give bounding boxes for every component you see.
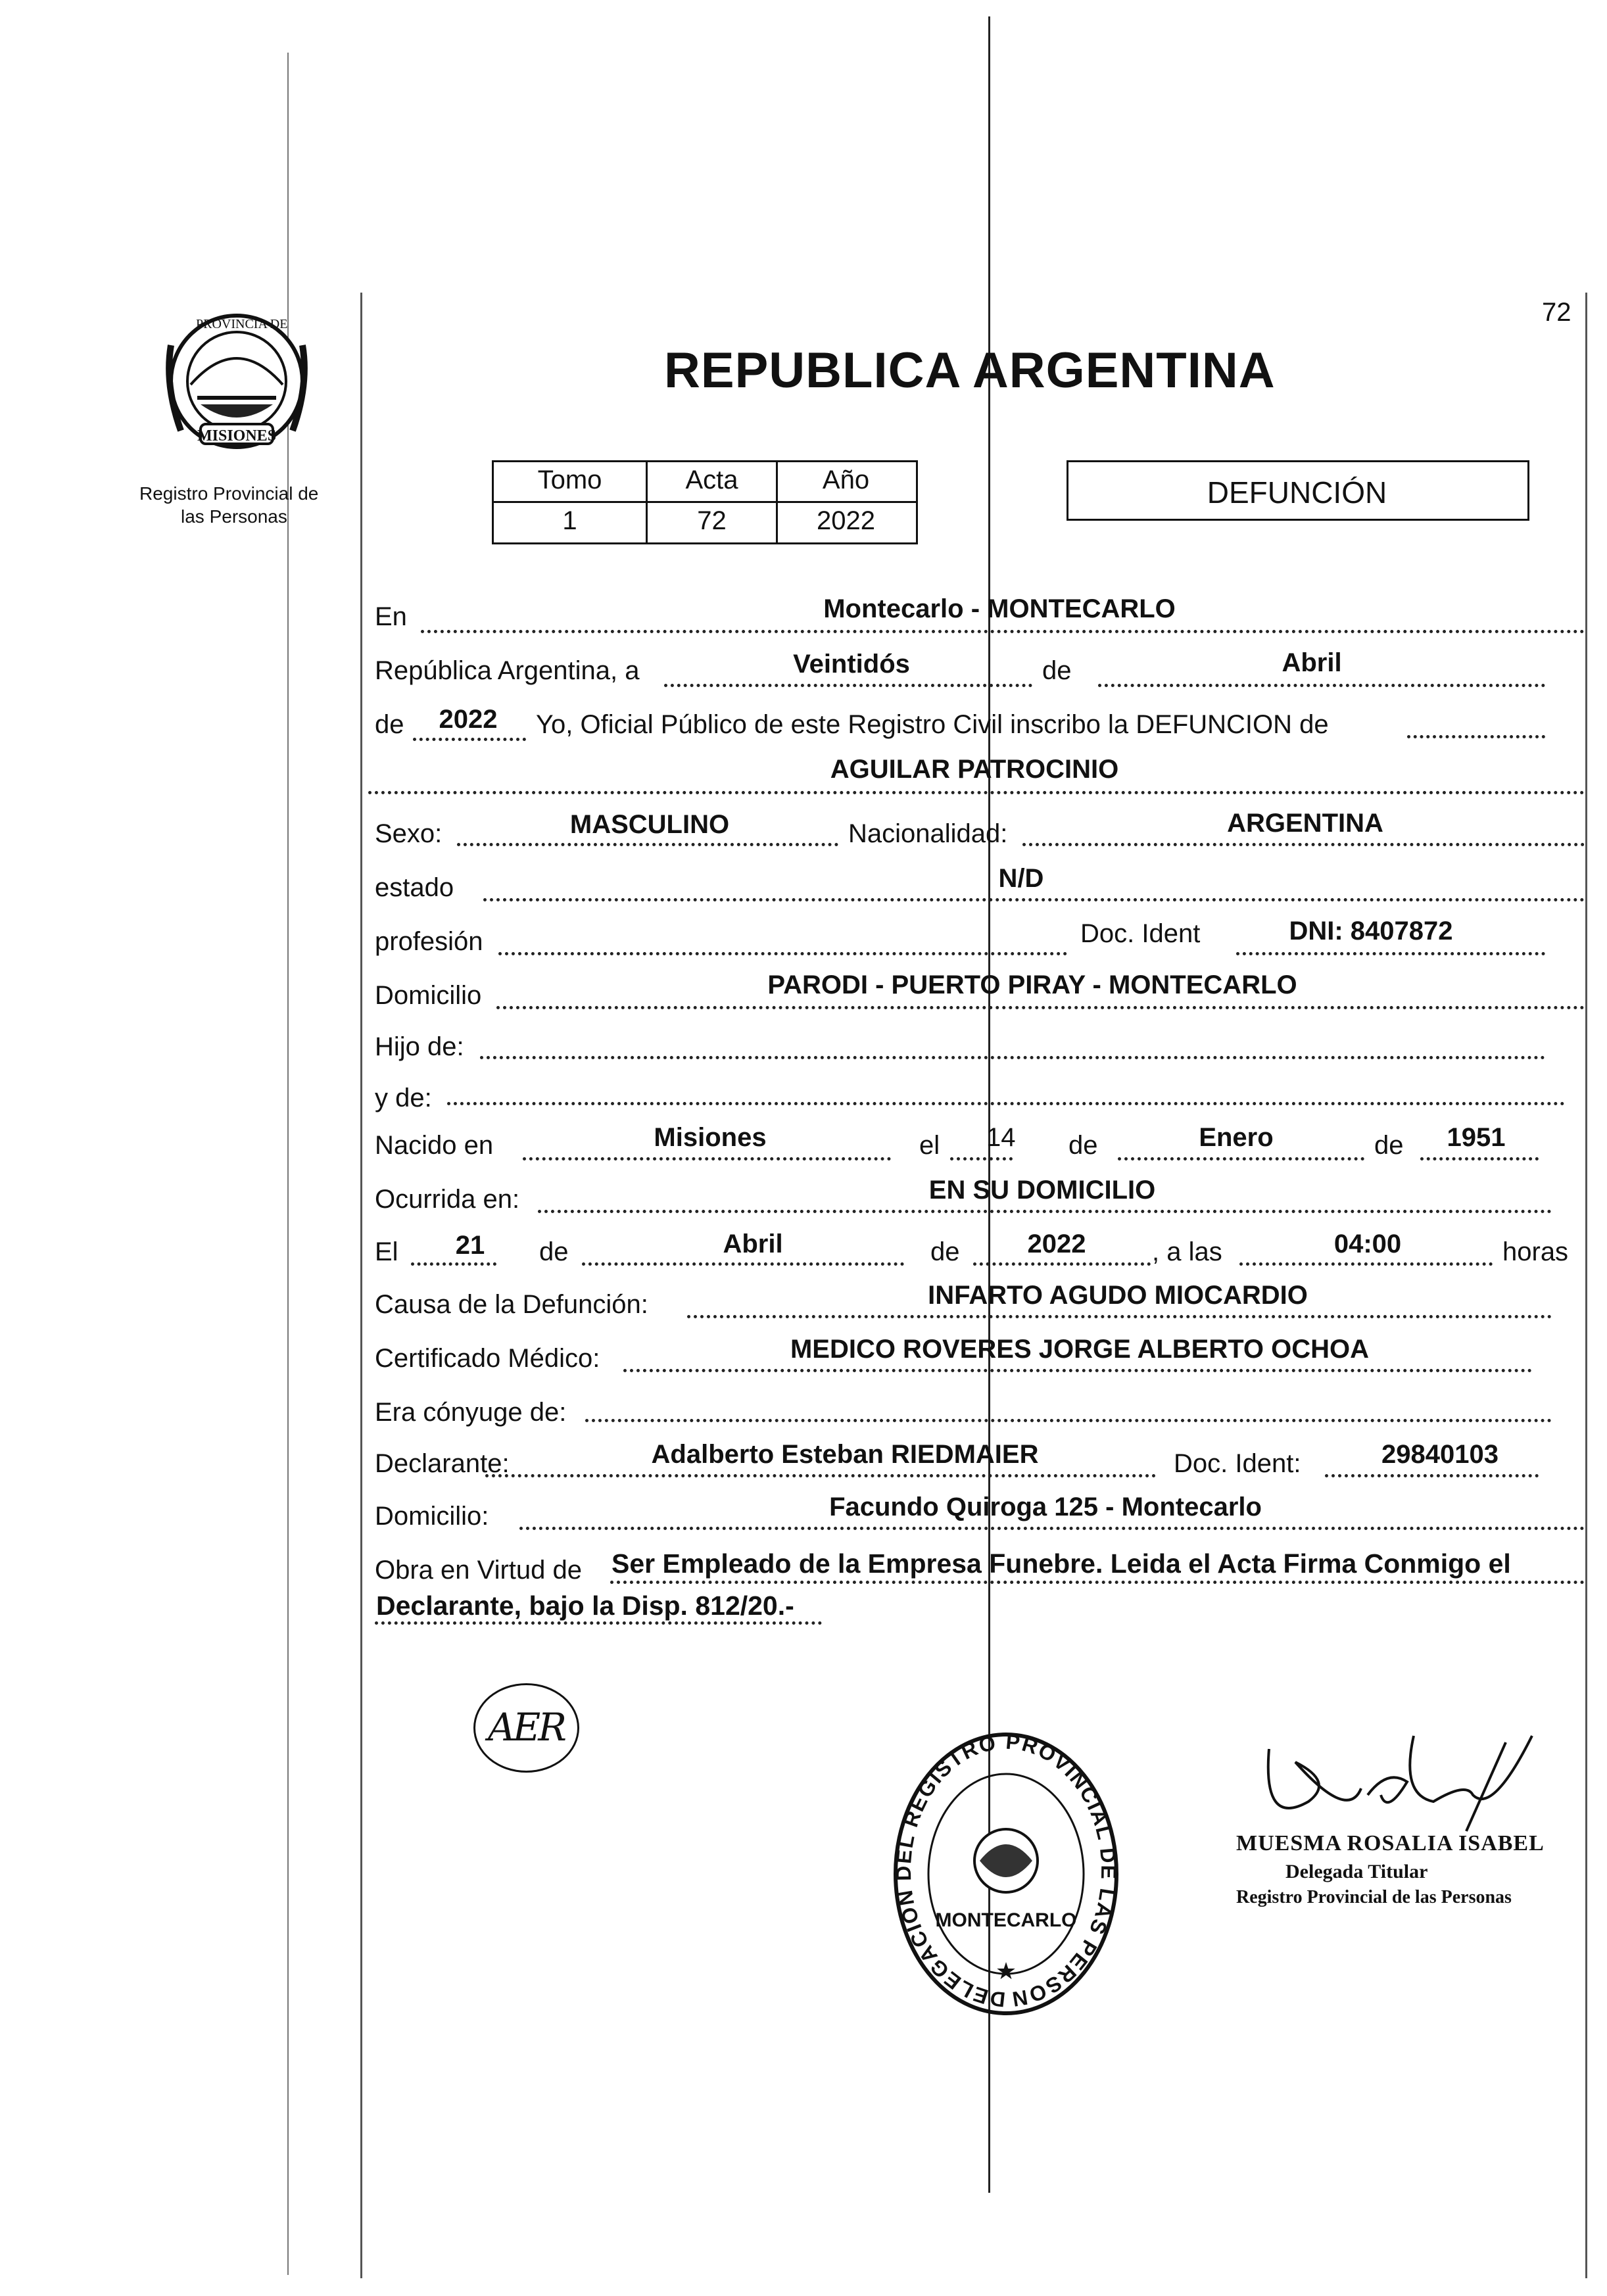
official-stamp-title: Delegada Titular	[1285, 1861, 1428, 1882]
label-death-de1: de	[539, 1237, 569, 1266]
value-estado: N/D	[998, 864, 1044, 893]
table-value-acta: 72	[697, 506, 727, 535]
line-doc-ident2	[1325, 1474, 1539, 1477]
label-de-year: de	[375, 710, 404, 739]
line-domicilio	[496, 1006, 1585, 1009]
value-nacionalidad: ARGENTINA	[1227, 809, 1383, 838]
label-hijo: Hijo de:	[375, 1032, 464, 1061]
line-birth-day	[950, 1157, 1013, 1160]
value-year: 2022	[439, 705, 498, 734]
initials-text: AER	[488, 1705, 564, 1750]
value-sexo: MASCULINO	[569, 810, 730, 839]
label-republica: República Argentina, a	[375, 656, 640, 685]
seal-center-text: MONTECARLO	[935, 1909, 1077, 1931]
line-domicilio2	[519, 1527, 1585, 1530]
value-place: Montecarlo - MONTECARLO	[823, 594, 1176, 623]
label-inscribo: Yo, Oficial Público de este Registro Civil inscribo la DEFUNCION de	[536, 710, 1329, 739]
label-domicilio: Domicilio	[375, 981, 482, 1010]
line-y-de	[447, 1102, 1565, 1105]
page-border-right	[1585, 293, 1587, 2278]
table-hdivider	[492, 501, 916, 503]
table-header-tomo: Tomo	[537, 466, 602, 494]
page-number: 72	[1542, 298, 1571, 327]
act-type-label: DEFUNCIÓN	[1207, 475, 1387, 510]
label-ocurrida: Ocurrida en:	[375, 1185, 520, 1214]
value-birth-month: Enero	[1199, 1123, 1274, 1152]
label-birth-de2: de	[1374, 1131, 1404, 1160]
line-nacido-en	[523, 1157, 891, 1160]
label-profesion: profesión	[375, 927, 483, 956]
label-y-de: y de:	[375, 1084, 432, 1112]
line-causa	[687, 1315, 1552, 1318]
svg-text:★: ★	[995, 1957, 1017, 1984]
label-conyuge: Era cónyuge de:	[375, 1398, 567, 1427]
line-death-year	[973, 1262, 1151, 1266]
registry-name-line1: Registro Provincial de	[139, 483, 319, 504]
value-certificado: MEDICO ROVERES JORGE ALBERTO OCHOA	[790, 1335, 1370, 1364]
line-conyuge	[585, 1419, 1552, 1422]
line-death-time	[1239, 1262, 1493, 1266]
label-declarante: Declarante:	[375, 1449, 510, 1478]
value-declarante: Adalberto Esteban RIEDMAIER	[651, 1440, 1039, 1469]
label-horas: horas	[1502, 1237, 1569, 1266]
line-ocurrida	[538, 1210, 1552, 1213]
line-certificado	[623, 1369, 1532, 1372]
label-el2: El	[375, 1237, 398, 1266]
value-domicilio2: Facundo Quiroga 125 - Montecarlo	[829, 1493, 1262, 1521]
label-certificado: Certificado Médico:	[375, 1344, 600, 1373]
registry-name-line2: las Personas	[181, 506, 287, 527]
value-doc-ident2: 29840103	[1381, 1440, 1499, 1469]
document-title: REPUBLICA ARGENTINA	[664, 343, 1276, 398]
official-stamp-name: MUESMA ROSALIA ISABEL	[1236, 1831, 1545, 1855]
label-doc-ident: Doc. Ident	[1080, 919, 1201, 948]
line-birth-year	[1420, 1157, 1539, 1160]
value-birth-day: 14	[986, 1123, 1016, 1152]
table-value-tomo: 1	[562, 506, 577, 535]
value-death-year: 2022	[1027, 1230, 1086, 1258]
line-death-month	[582, 1262, 904, 1266]
line-place	[421, 630, 1585, 633]
line-declarante	[485, 1474, 1156, 1477]
label-de-month: de	[1042, 656, 1072, 685]
page-border-left	[360, 293, 362, 2278]
label-sexo: Sexo:	[375, 819, 443, 848]
label-doc-ident2: Doc. Ident:	[1174, 1449, 1301, 1478]
label-nacionalidad: Nacionalidad:	[848, 819, 1008, 848]
value-domicilio: PARODI - PUERTO PIRAY - MONTECARLO	[767, 970, 1297, 999]
value-ocurrida: EN SU DOMICILIO	[928, 1176, 1156, 1205]
label-domicilio2: Domicilio:	[375, 1502, 489, 1531]
line-sexo	[457, 843, 838, 846]
label-el: el	[919, 1131, 940, 1160]
value-day-words: Veintidós	[793, 650, 910, 679]
emblem-label-bottom: MISIONES	[197, 427, 277, 444]
table-header-anio: Año	[822, 466, 870, 494]
line-obra-2	[375, 1621, 822, 1625]
signature	[1256, 1723, 1545, 1834]
line-hijo	[480, 1056, 1545, 1059]
value-nacido-en: Misiones	[654, 1123, 767, 1152]
label-nacido: Nacido en	[375, 1131, 494, 1160]
label-birth-de1: de	[1068, 1131, 1098, 1160]
line-month	[1098, 684, 1545, 687]
line-year	[413, 738, 526, 741]
table-value-anio: 2022	[817, 506, 875, 535]
value-obra-line1: Ser Empleado de la Empresa Funebre. Leida el Acta Firma Conmigo el	[612, 1548, 1511, 1579]
label-obra: Obra en Virtud de	[375, 1556, 583, 1585]
label-death-de2: de	[930, 1237, 960, 1266]
value-obra-line2: Declarante, bajo la Disp. 812/20.-	[376, 1590, 794, 1621]
value-birth-year: 1951	[1447, 1123, 1506, 1152]
line-deceased-name	[368, 791, 1585, 794]
label-a-las: , a las	[1152, 1237, 1222, 1266]
value-causa: INFARTO AGUDO MIOCARDIO	[928, 1281, 1308, 1310]
line-death-day	[411, 1262, 496, 1266]
line-estado	[483, 898, 1585, 901]
value-death-day: 21	[455, 1231, 485, 1260]
value-doc-ident: DNI: 8407872	[1289, 917, 1453, 945]
value-deceased-name: AGUILAR PATROCINIO	[830, 755, 1119, 784]
line-birth-month	[1118, 1157, 1364, 1160]
line-doc-ident	[1236, 952, 1545, 955]
line-profesion	[498, 952, 1067, 955]
line-inscribo-end	[1407, 735, 1545, 738]
value-death-month: Abril	[723, 1230, 783, 1258]
table-header-acta: Acta	[685, 466, 738, 494]
value-month: Abril	[1282, 648, 1342, 677]
official-seal	[891, 1729, 1121, 2019]
emblem-label-top: PROVINCIA DE	[196, 317, 288, 331]
official-stamp-registry: Registro Provincial de las Personas	[1236, 1887, 1512, 1907]
line-nacionalidad	[1022, 843, 1585, 846]
value-death-time: 04:00	[1333, 1230, 1402, 1258]
line-day-words	[664, 684, 1032, 687]
label-causa: Causa de la Defunción:	[375, 1290, 648, 1319]
line-obra-1	[610, 1581, 1585, 1584]
seal-ring-text: DELEGACION DEL REGISTRO PROVINCIAL DE LAS PERSON	[891, 1729, 1121, 2012]
label-en: En	[375, 602, 407, 631]
label-estado: estado	[375, 873, 454, 902]
